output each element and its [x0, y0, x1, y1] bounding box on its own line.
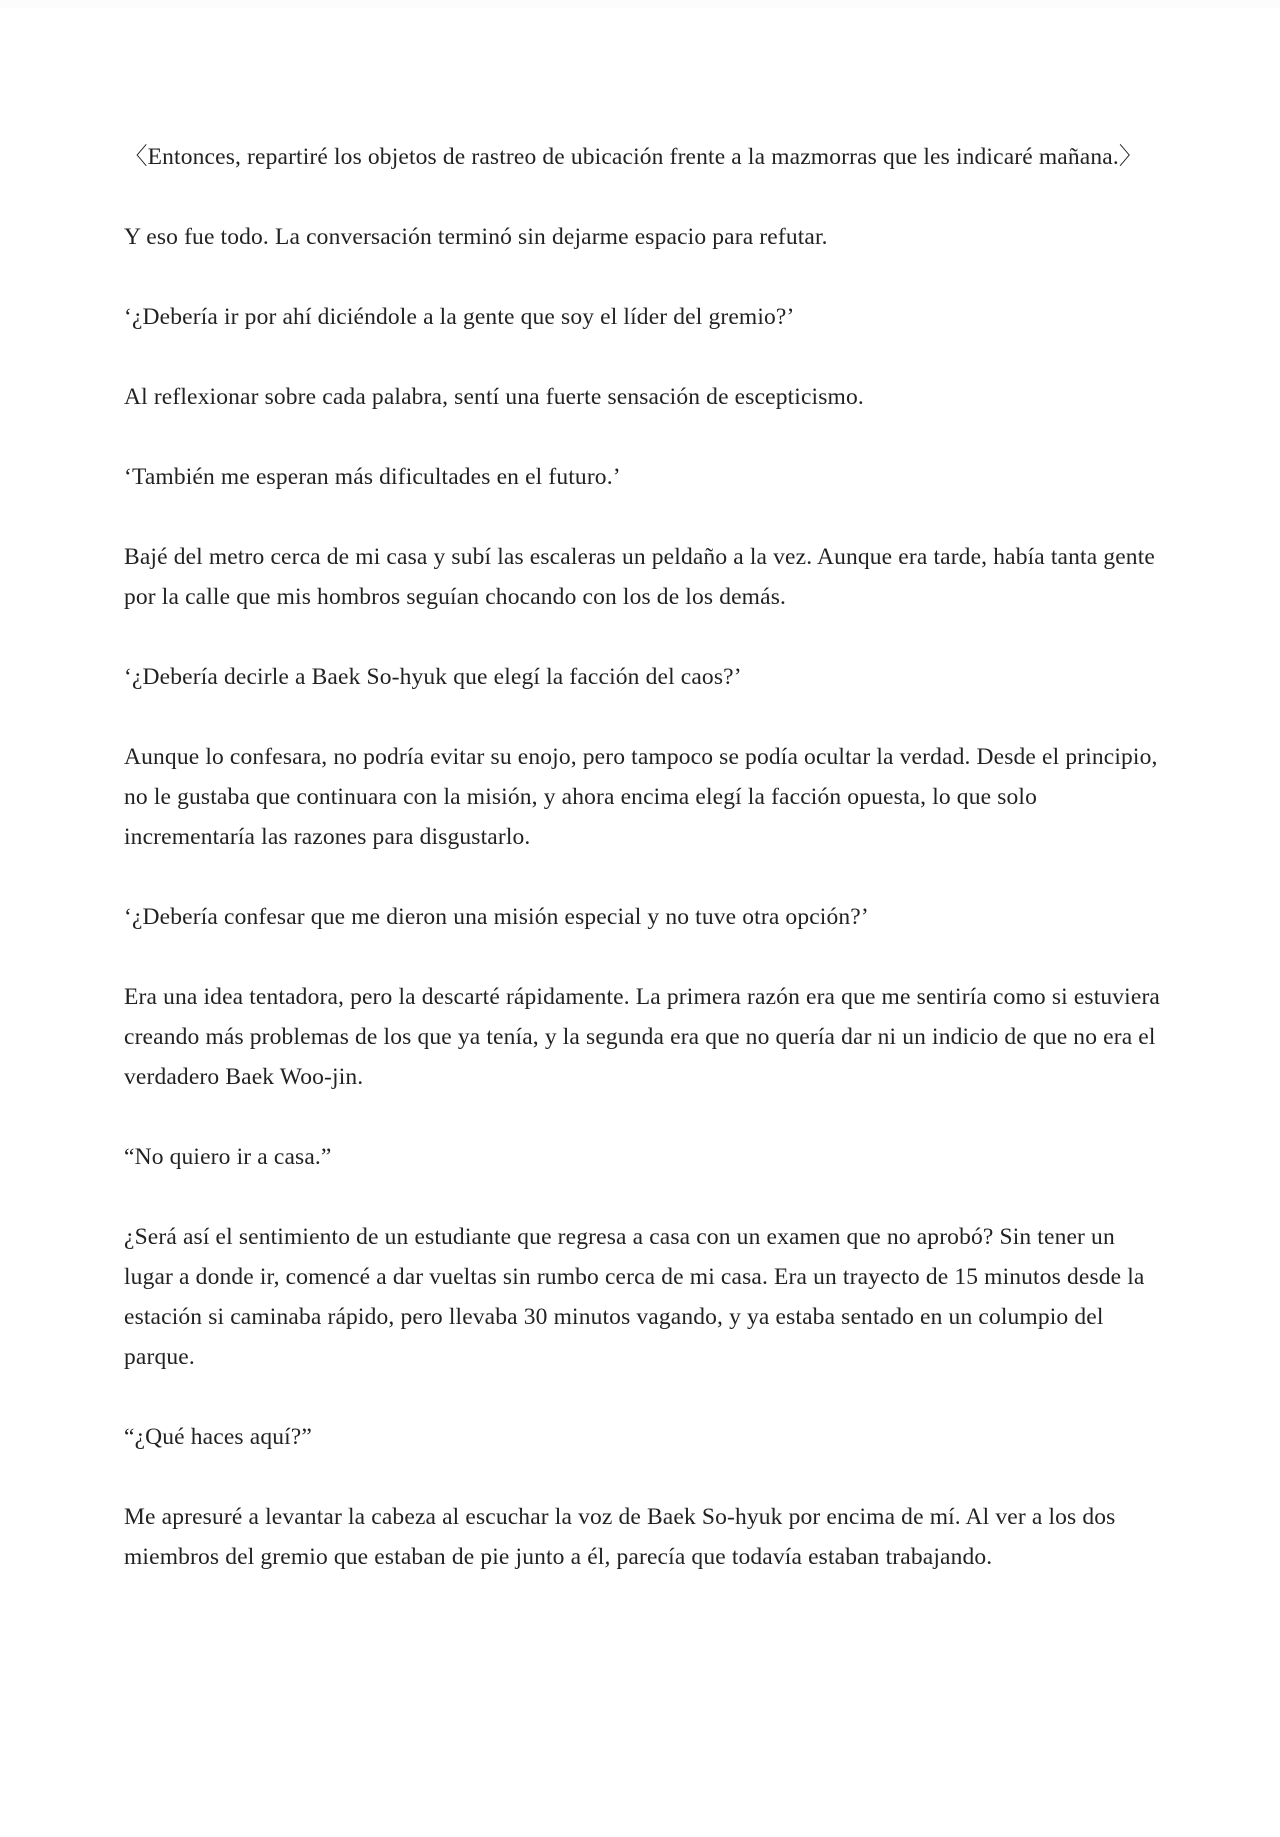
paragraph: ¿Será así el sentimiento de un estudiante que regresa a casa con un examen que no aprobó? Sin tener un lugar a donde ir, comencé a dar vueltas sin rumbo cerca de mi casa. Era un trayecto de 15 minutos desde la estación si caminaba rápido, pero llevaba 30 minutos vagando, y ya estaba sentado en un columpio del parque. — [124, 1224, 1145, 1370]
paragraph-thought: ‘¿Debería confesar que me dieron una misión especial y no tuve otra opción?’ — [124, 904, 869, 930]
paragraph-thought: ‘¿Debería decirle a Baek So-hyuk que elegí la facción del caos?’ — [124, 664, 742, 690]
document-page — [124, 137, 1164, 1617]
paragraph-thought: ‘¿Debería ir por ahí diciéndole a la gente que soy el líder del gremio?’ — [124, 304, 795, 330]
top-edge-band — [0, 0, 1280, 8]
paragraph-dialogue: “¿Qué haces aquí?” — [124, 1424, 312, 1450]
paragraph: Y eso fue todo. La conversación terminó sin dejarme espacio para refutar. — [124, 224, 828, 250]
paragraph-dialogue: “No quiero ir a casa.” — [124, 1144, 332, 1170]
paragraph-system-message: 〈Entonces, repartiré los objetos de rastreo de ubicación frente a la mazmorras que les indicaré mañana.〉 — [124, 144, 1143, 170]
paragraph: Al reflexionar sobre cada palabra, sentí una fuerte sensación de escepticismo. — [124, 384, 864, 410]
paragraph: Era una idea tentadora, pero la descarté rápidamente. La primera razón era que me sentiría como si estuviera creando más problemas de los que ya tenía, y la segunda era que no quería dar ni un indicio de que no era el verdadero Baek Woo-jin. — [124, 984, 1160, 1090]
paragraph: Aunque lo confesara, no podría evitar su enojo, pero tampoco se podía ocultar la verdad. Desde el principio, no le gustaba que continuara con la misión, y ahora encima elegí la facción opuesta, lo que solo incrementaría las razones para disgustarlo. — [124, 744, 1158, 850]
paragraph: Bajé del metro cerca de mi casa y subí las escaleras un peldaño a la vez. Aunque era tarde, había tanta gente por la calle que mis hombros seguían chocando con los de los demás. — [124, 544, 1155, 610]
paragraph-thought: ‘También me esperan más dificultades en el futuro.’ — [124, 464, 621, 490]
paragraph: Me apresuré a levantar la cabeza al escuchar la voz de Baek So-hyuk por encima de mí. Al ver a los dos miembros del gremio que estaban de pie junto a él, parecía que todavía estaban trabajando. — [124, 1504, 1116, 1570]
